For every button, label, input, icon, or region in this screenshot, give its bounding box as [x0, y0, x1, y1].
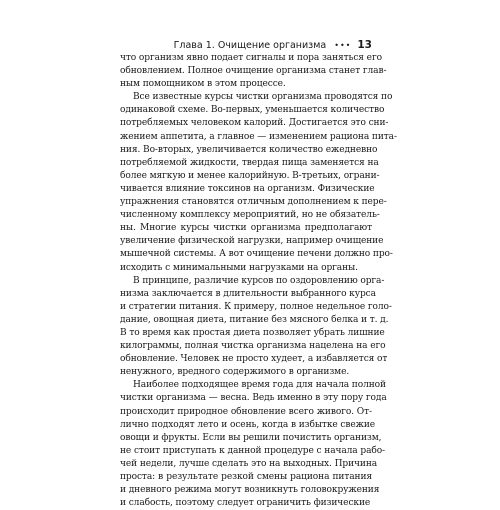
- text-line: Наиболее подходящее время года для начала полной: [133, 380, 386, 391]
- paragraph: [120, 379, 387, 510]
- text-line: исходить с минимальными нагрузками на органы.: [120, 262, 358, 273]
- text-line: лично подходят лето и осень, когда в избытке свежие: [120, 419, 376, 430]
- text-line: дание, овощная диета, питание без мясного белка и т. д.: [120, 314, 389, 325]
- text-line: увеличение физической нагрузки, например очищение: [120, 236, 384, 247]
- text-line: потребляемой жидкости, твердая пища заменяется на: [120, 157, 379, 168]
- text-line: чей недели, лучше сделать это на выходных. Причина: [120, 458, 378, 469]
- page-number: 13: [357, 39, 372, 51]
- text-line: ным помощником в этом процессе.: [120, 79, 286, 90]
- text-line: В принципе, различие курсов по оздоровлению орга-: [133, 275, 385, 286]
- text-line: В то время как простая диета позволяет убрать лишние: [120, 327, 385, 338]
- paragraph: [120, 275, 392, 380]
- text-line: ны. Многие курсы чистки организма предполагают: [120, 223, 372, 234]
- text-line: Все известные курсы чистки организма проводятся по: [133, 92, 393, 103]
- chapter-title: Глава 1. Очищение организма: [173, 40, 327, 51]
- text-line: и слабость, поэтому следует ограничить физические: [120, 498, 371, 509]
- text-line: чивается влияние токсинов на организм. Физические: [120, 183, 375, 194]
- text-line: что организм явно подает сигналы и пора заняться его: [120, 53, 382, 63]
- text-line: овощи и фрукты. Если вы решили почистить организм,: [120, 432, 382, 443]
- text-line: чистки организма — весна. Ведь именно в эту пору года: [120, 393, 387, 404]
- text-line: происходит природное обновление всего живого. От-: [120, 406, 372, 417]
- text-line: проста: в результате резкой смены рациона питания: [120, 472, 372, 482]
- text-line: более мягкую и менее калорийную. В-третьих, ограни-: [120, 170, 380, 181]
- text-line: жением аппетита, а главное — изменением рациона пита-: [120, 131, 397, 142]
- text-line: численному комплексу мероприятий, но не обязатель-: [120, 210, 380, 221]
- text-line: ненужного, вредного содержимого в организме.: [120, 367, 350, 378]
- text-line: ния. Во-вторых, увеличивается количество ежедневно: [120, 144, 378, 155]
- text-line: одинаковой схеме. Во-первых, уменьшается количество: [120, 105, 385, 116]
- text-line: обновление. Человек не просто худеет, а избавляется от: [120, 354, 388, 365]
- text-line: не стоит приступать к данной процедуре с начала рабо-: [120, 445, 386, 456]
- paragraph: [120, 91, 397, 274]
- text-line: обновлением. Полное очищение организма станет глав-: [120, 66, 387, 77]
- text-line: упражнения становятся отличным дополнением к пере-: [120, 197, 387, 208]
- running-header: [120, 39, 372, 51]
- text-line: и дневного режима могут возникнуть головокружения: [120, 485, 380, 496]
- text-line: и стратегии питания. К примеру, полное недельное голо-: [120, 301, 392, 312]
- text-line: мышечной системы. А вот очищение печени должно про-: [120, 249, 393, 260]
- text-line: низма заключается в длительности выбранного курса: [120, 288, 376, 299]
- text-line: потребляемых человеком калорий. Достигается это сни-: [120, 118, 389, 129]
- body-text: [120, 52, 397, 510]
- header-dots: •••: [334, 41, 352, 50]
- text-line: килограммы, полная чистка организма нацелена на его: [120, 341, 386, 352]
- paragraph: [120, 52, 387, 91]
